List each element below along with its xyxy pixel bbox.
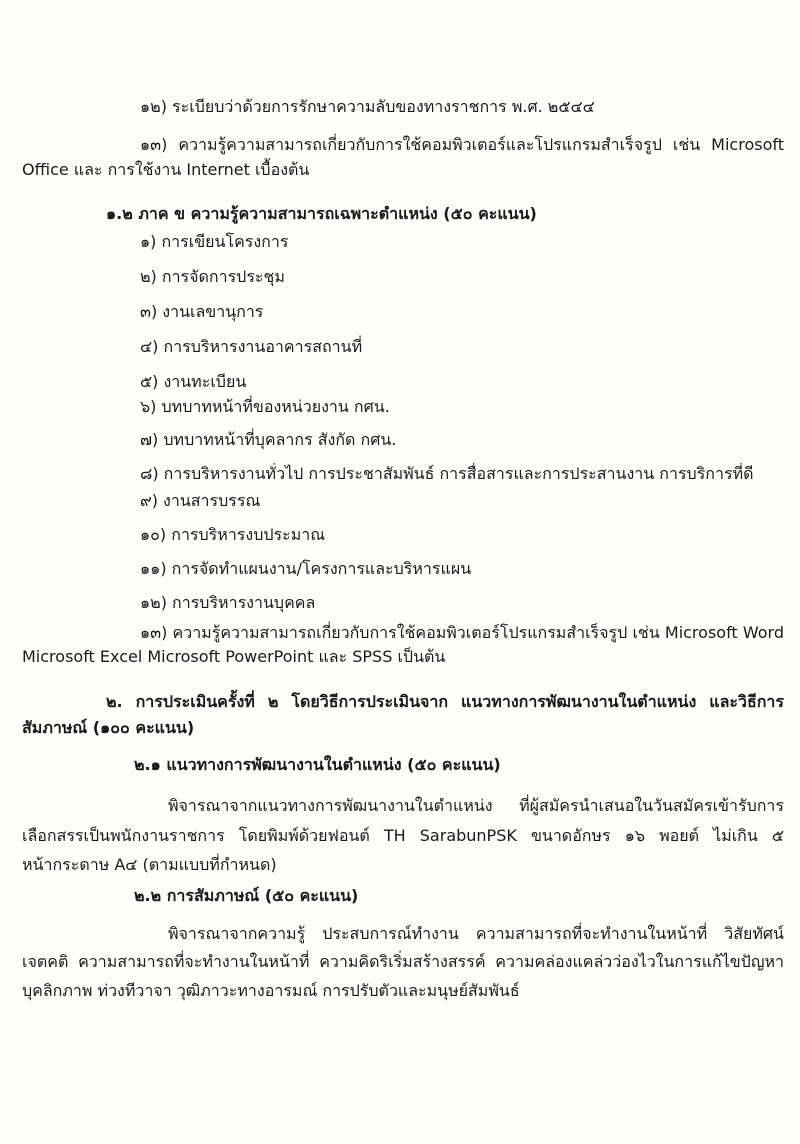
paragraph-line: พิจารณาจากความรู้ ประสบการณ์ทำงาน ความสามารถที่จะทำงานในหน้าที่ วิสัยทัศน์ xyxy=(168,924,784,943)
list-item-cont: Microsoft Excel Microsoft PowerPoint และ SPSS เป็นต้น xyxy=(22,647,446,666)
list-item: ๕) งานทะเบียน xyxy=(140,372,247,391)
section-2-heading-cont: สัมภาษณ์ (๑๐๐ คะแนน) xyxy=(22,718,195,737)
list-item: ๖) บทบาทหน้าที่ของหน่วยงาน กศน. xyxy=(140,397,390,416)
list-item: ๑๒) การบริหารงานบุคคล xyxy=(140,593,316,612)
list-item: ๗) บทบาทหน้าที่บุคลากร สังกัด กศน. xyxy=(140,430,397,449)
list-item: ๒) การจัดการประชุม xyxy=(140,267,285,286)
list-item: ๘) การบริหารงานทั่วไป การประชาสัมพันธ์ การสื่อสารและการประสานงาน การบริการที่ดี xyxy=(140,464,754,483)
list-item: ๑๐) การบริหารงบประมาณ xyxy=(140,525,326,544)
paragraph-line: เลือกสรรเป็นพนักงานราชการ โดยพิมพ์ด้วยฟอนต์ TH SarabunPSK ขนาดอักษร ๑๖ พอยต์ ไม่เกิน ๕ xyxy=(22,826,784,845)
paragraph-line: เจตคติ ความสามารถที่จะทำงานในหน้าที่ ความคิดริเริ่มสร้างสรรค์ ความคล่องแคล่วว่องไวในการแก้ไขปัญหา xyxy=(22,952,784,971)
top-item-12: ๑๒) ระเบียบว่าด้วยการรักษาความลับของทางราชการ พ.ศ. ๒๕๔๔ xyxy=(140,97,595,116)
section-2-2-heading: ๒.๒ การสัมภาษณ์ (๕๐ คะแนน) xyxy=(134,886,359,905)
list-item: ๓) งานเลขานุการ xyxy=(140,302,264,321)
list-item: ๑๓) ความรู้ความสามารถเกี่ยวกับการใช้คอมพิวเตอร์โปรแกรมสำเร็จรูป เช่น Microsoft Word xyxy=(140,623,784,642)
top-item-13: ๑๓) ความรู้ความสามารถเกี่ยวกับการใช้คอมพิวเตอร์และโปรแกรมสำเร็จรูป เช่น Microsoft xyxy=(140,135,784,154)
top-item-13-cont: Office และ การใช้งาน Internet เบื้องต้น xyxy=(22,160,310,179)
list-item: ๔) การบริหารงานอาคารสถานที่ xyxy=(140,337,363,356)
section-2-heading: ๒. การประเมินครั้งที่ ๒ โดยวิธีการประเมินจาก แนวทางการพัฒนางานในตำแหน่ง และวิธีการ xyxy=(106,692,784,711)
paragraph-line: หน้ากระดาษ A๔ (ตามแบบที่กำหนด) xyxy=(22,855,277,874)
paragraph-line: บุคลิกภาพ ท่วงทีวาจา วุฒิภาวะทางอารมณ์ การปรับตัวและมนุษย์สัมพันธ์ xyxy=(22,981,520,1000)
section-2-1-heading: ๒.๑ แนวทางการพัฒนางานในตำแหน่ง (๕๐ คะแนน) xyxy=(134,755,501,774)
list-item: ๑) การเขียนโครงการ xyxy=(140,232,289,251)
section-1-2-heading: ๑.๒ ภาค ข ความรู้ความสามารถเฉพาะตำแหน่ง (๕๐ คะแนน) xyxy=(106,204,537,223)
paragraph-line: พิจารณาจากแนวทางการพัฒนางานในตำแหน่ง ที่ผู้สมัครนำเสนอในวันสมัครเข้ารับการ xyxy=(168,796,784,815)
list-item: ๑๑) การจัดทำแผนงาน/โครงการและบริหารแผน xyxy=(140,559,472,578)
list-item: ๙) งานสารบรรณ xyxy=(140,491,261,510)
